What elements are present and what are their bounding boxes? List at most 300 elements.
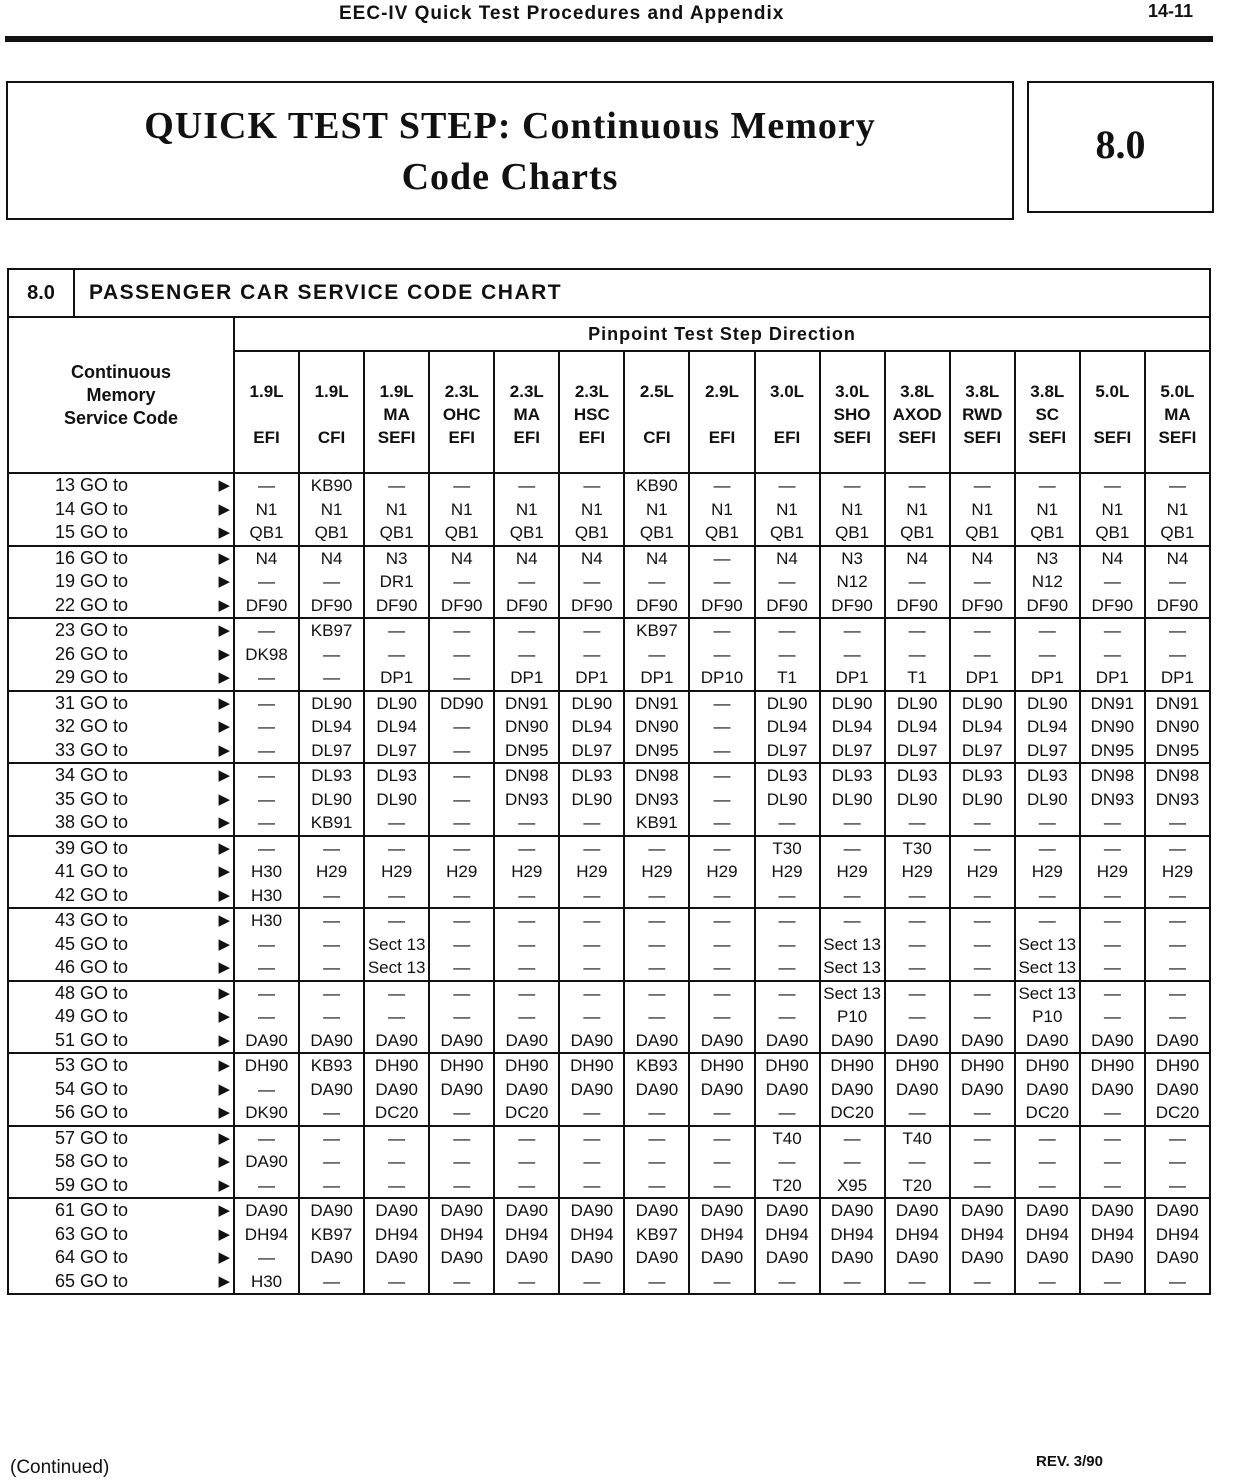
- pinpoint-step: DA90: [765, 1030, 809, 1050]
- pinpoint-cell: [234, 1053, 299, 1126]
- pinpoint-step: DN95: [1090, 740, 1135, 760]
- service-code: [13, 619, 233, 643]
- pinpoint-cell: [624, 1053, 689, 1126]
- pinpoint-step: —: [843, 1271, 861, 1291]
- engine-label: SEFI: [898, 427, 937, 447]
- pinpoint-step: KB93: [310, 1056, 353, 1075]
- pinpoint-step: —: [323, 911, 341, 930]
- pinpoint-cell: [1080, 1053, 1145, 1126]
- pinpoint-step: DA90: [310, 1201, 353, 1220]
- pinpoint-step: —: [258, 934, 276, 954]
- pinpoint-step: DL93: [571, 766, 613, 785]
- code-group-row: [8, 1126, 1210, 1199]
- pinpoint-step: —: [648, 911, 666, 930]
- pinpoint-step: —: [778, 1007, 796, 1026]
- pinpoint-cell: [689, 1126, 754, 1199]
- pinpoint-cell: [885, 1198, 950, 1294]
- pinpoint-step: DL94: [766, 717, 808, 736]
- pinpoint-step: QB1: [900, 523, 935, 542]
- pinpoint-step: —: [778, 1271, 796, 1291]
- pinpoint-cell: [820, 1126, 885, 1199]
- code-group-row: [8, 618, 1210, 691]
- engine-label: HSC: [573, 404, 610, 424]
- pinpoint-step: —: [973, 958, 991, 977]
- pinpoint-step: DA90: [635, 1201, 679, 1220]
- pinpoint-cell: [559, 618, 624, 691]
- pinpoint-step: DA90: [440, 1030, 483, 1050]
- pinpoint-step: DP1: [1095, 668, 1129, 687]
- pinpoint-step: —: [323, 934, 341, 954]
- pinpoint-step: N1: [711, 499, 733, 519]
- pinpoint-cell: [1145, 908, 1210, 981]
- pinpoint-step: DA90: [245, 1030, 288, 1050]
- pinpoint-cell: [559, 691, 624, 764]
- pinpoint-cell: [1080, 908, 1145, 981]
- pinpoint-step: —: [648, 838, 666, 858]
- pinpoint-step: DA90: [505, 1079, 549, 1099]
- arrow-icon: ▶: [218, 1202, 230, 1219]
- pinpoint-cell: [820, 763, 885, 836]
- pinpoint-cell: [885, 691, 950, 764]
- pinpoint-step: DH90: [244, 1056, 289, 1075]
- pinpoint-step: —: [258, 983, 276, 1003]
- pinpoint-step: —: [1038, 885, 1056, 905]
- service-code: [13, 1246, 233, 1270]
- pinpoint-cell: [429, 1198, 494, 1294]
- engine-header: [1015, 351, 1080, 473]
- pinpoint-step: —: [713, 838, 731, 858]
- pinpoint-step: DH90: [765, 1056, 809, 1075]
- engine-header: [429, 351, 494, 473]
- pinpoint-step: —: [583, 838, 601, 858]
- pinpoint-step: —: [518, 1271, 536, 1291]
- pinpoint-step: —: [1168, 476, 1186, 495]
- pinpoint-step: —: [323, 958, 341, 977]
- pinpoint-cell: [1080, 1126, 1145, 1199]
- pinpoint-step: KB93: [636, 1056, 678, 1075]
- pinpoint-cell: [429, 836, 494, 909]
- pinpoint-step: —: [453, 838, 471, 858]
- pinpoint-step: DA90: [895, 1201, 939, 1220]
- pinpoint-step: —: [388, 621, 406, 640]
- pinpoint-step: DF90: [701, 595, 743, 615]
- pinpoint-step: —: [908, 572, 926, 591]
- pinpoint-step: N1: [255, 499, 278, 519]
- pinpoint-step: —: [778, 958, 796, 977]
- pinpoint-step: DF90: [245, 595, 288, 615]
- pinpoint-step: DF90: [766, 595, 808, 615]
- pinpoint-step: QB1: [574, 523, 609, 542]
- pinpoint-step: KB97: [636, 1224, 678, 1244]
- pinpoint-step: QB1: [444, 523, 479, 542]
- pinpoint-step: DL94: [571, 717, 613, 736]
- pinpoint-step: —: [908, 934, 926, 954]
- pinpoint-step: —: [1103, 621, 1121, 640]
- pinpoint-step: —: [323, 1103, 341, 1122]
- pinpoint-cell: [950, 546, 1015, 619]
- pinpoint-cell: [689, 691, 754, 764]
- pinpoint-step: —: [583, 1103, 601, 1122]
- engine-label: SEFI: [963, 427, 1002, 447]
- pinpoint-step: —: [843, 1128, 861, 1148]
- pinpoint-cell: [624, 1126, 689, 1199]
- pinpoint-step: KB90: [310, 476, 353, 495]
- service-code: [13, 1223, 233, 1247]
- pinpoint-step: —: [648, 1128, 666, 1148]
- pinpoint-step: H29: [771, 862, 803, 881]
- pinpoint-step: QB1: [1030, 523, 1065, 542]
- pinpoint-step: —: [453, 1103, 471, 1122]
- pinpoint-step: —: [583, 1175, 601, 1195]
- pinpoint-cell: [624, 908, 689, 981]
- pinpoint-cell: [624, 836, 689, 909]
- pinpoint-step: —: [323, 668, 341, 687]
- pinpoint-step: T20: [772, 1175, 802, 1195]
- code-group-row: [8, 836, 1210, 909]
- engine-label: SEFI: [377, 427, 416, 447]
- pinpoint-step: DF90: [505, 595, 548, 615]
- pinpoint-step: —: [323, 838, 341, 858]
- pinpoint-step: —: [843, 911, 861, 930]
- pinpoint-step: DA90: [1156, 1248, 1199, 1267]
- engine-label: SC: [1035, 404, 1060, 424]
- pinpoint-step: DL90: [831, 693, 873, 713]
- code-group-row: [8, 908, 1210, 981]
- pinpoint-cell: [820, 908, 885, 981]
- service-code-text: 48 GO to: [55, 982, 129, 1003]
- engine-label: MA: [1164, 404, 1191, 424]
- pinpoint-step: —: [518, 983, 536, 1003]
- pinpoint-step: —: [388, 1175, 406, 1195]
- pinpoint-step: —: [518, 1152, 536, 1171]
- arrow-icon: ▶: [218, 1176, 230, 1194]
- service-code-text: 13 GO to: [55, 475, 129, 495]
- pinpoint-step: —: [648, 1103, 666, 1122]
- pinpoint-cell: [820, 1053, 885, 1126]
- revision-note: REV. 3/90: [1036, 1453, 1103, 1470]
- engine-label: [625, 403, 688, 426]
- pinpoint-step: DK90: [245, 1103, 288, 1122]
- pinpoint-step: —: [908, 1103, 926, 1122]
- pinpoint-step: DL90: [766, 789, 808, 809]
- pinpoint-cell: [1145, 763, 1210, 836]
- pinpoint-step: —: [258, 813, 276, 832]
- pinpoint-step: DL97: [831, 740, 873, 760]
- pinpoint-step: DL90: [571, 693, 613, 713]
- pinpoint-cell: [755, 546, 820, 619]
- code-group-row: [8, 546, 1210, 619]
- pinpoint-step: DH94: [765, 1224, 809, 1244]
- pinpoint-step: DA90: [700, 1079, 744, 1099]
- pinpoint-step: —: [1168, 621, 1186, 640]
- engine-label: SEFI: [1093, 427, 1132, 447]
- pinpoint-step: DA90: [765, 1248, 809, 1267]
- engine-label: [756, 403, 819, 426]
- pinpoint-step: DN91: [1090, 693, 1135, 713]
- pinpoint-step: —: [1038, 838, 1056, 858]
- pinpoint-step: DA90: [1091, 1079, 1134, 1099]
- engine-label: EFI: [253, 427, 280, 447]
- engine-header: [755, 351, 820, 473]
- engine-label: 3.8L: [900, 381, 935, 401]
- pinpoint-step: DK98: [245, 644, 288, 664]
- pinpoint-step: DH94: [960, 1224, 1004, 1244]
- pinpoint-step: DA90: [440, 1079, 483, 1099]
- arrow-icon: ▶: [218, 694, 230, 712]
- pinpoint-step: —: [518, 644, 536, 664]
- pinpoint-step: H29: [1031, 862, 1063, 881]
- pinpoint-step: DF90: [961, 595, 1003, 615]
- pinpoint-step: —: [583, 644, 601, 664]
- service-code-text: 41 GO to: [55, 861, 129, 881]
- pinpoint-cell: [1145, 546, 1210, 619]
- pinpoint-step: DA90: [245, 1152, 288, 1171]
- pinpoint-step: DL94: [376, 717, 417, 736]
- pinpoint-step: DC20: [1155, 1103, 1200, 1122]
- pinpoint-step: —: [583, 958, 601, 977]
- pinpoint-step: —: [1038, 1152, 1056, 1171]
- service-code-text: 19 GO to: [55, 571, 129, 591]
- pinpoint-step: —: [778, 911, 796, 930]
- pinpoint-step: —: [258, 1079, 276, 1099]
- pinpoint-step: N1: [385, 499, 408, 519]
- pinpoint-step: DH94: [374, 1224, 419, 1244]
- pinpoint-step: —: [258, 1248, 276, 1267]
- pinpoint-step: DL90: [376, 789, 417, 809]
- pinpoint-step: —: [1168, 644, 1186, 664]
- pinpoint-step: DD90: [439, 693, 484, 713]
- pinpoint-cell: [885, 908, 950, 981]
- page-title: [8, 101, 1012, 203]
- arrow-icon: ▶: [218, 1104, 230, 1121]
- pinpoint-step: —: [453, 621, 471, 640]
- pinpoint-cell: [1080, 691, 1145, 764]
- pinpoint-step: —: [323, 1007, 341, 1026]
- pinpoint-step: N4: [1166, 548, 1189, 568]
- pinpoint-step: —: [388, 1152, 406, 1171]
- pinpoint-step: H30: [250, 911, 283, 930]
- pinpoint-step: —: [778, 1103, 796, 1122]
- engine-label: RWD: [962, 404, 1003, 424]
- service-code: [13, 933, 233, 957]
- pinpoint-step: DN93: [1090, 789, 1135, 809]
- pinpoint-step: —: [1103, 572, 1121, 591]
- pinpoint-cell: [689, 473, 754, 546]
- pinpoint-step: DH90: [1025, 1056, 1070, 1075]
- service-code: [13, 837, 233, 861]
- pinpoint-step: DL97: [896, 740, 938, 760]
- pinpoint-cell: [364, 1198, 429, 1294]
- pinpoint-cell: [624, 763, 689, 836]
- pinpoint-step: N1: [580, 499, 603, 519]
- pinpoint-step: —: [453, 1175, 471, 1195]
- pinpoint-step: —: [388, 983, 406, 1003]
- arrow-icon: ▶: [218, 814, 230, 831]
- engine-label: SEFI: [833, 427, 871, 447]
- pinpoint-step: —: [713, 934, 731, 954]
- pinpoint-step: DA90: [960, 1201, 1004, 1220]
- pinpoint-step: —: [908, 1007, 926, 1026]
- pinpoint-step: —: [648, 1152, 666, 1171]
- pinpoint-step: N4: [515, 548, 538, 568]
- pinpoint-cell: [494, 763, 559, 836]
- pinpoint-step: DA90: [245, 1201, 288, 1220]
- pinpoint-step: DA90: [310, 1079, 353, 1099]
- pinpoint-step: DL90: [766, 693, 808, 713]
- pinpoint-step: —: [973, 813, 991, 832]
- pinpoint-step: T40: [902, 1128, 932, 1148]
- pinpoint-step: T1: [777, 668, 797, 687]
- pinpoint-step: N4: [450, 548, 473, 568]
- pinpoint-step: —: [713, 717, 731, 736]
- service-code: [13, 1078, 233, 1102]
- pinpoint-step: N4: [776, 548, 798, 568]
- pinpoint-step: DA90: [1026, 1201, 1069, 1220]
- pinpoint-step: —: [713, 1103, 731, 1122]
- engine-header: [299, 351, 364, 473]
- pinpoint-step: —: [648, 983, 666, 1003]
- pinpoint-step: DA90: [440, 1248, 483, 1267]
- pinpoint-step: DA90: [375, 1079, 418, 1099]
- service-code: [13, 666, 233, 690]
- pinpoint-cell: [755, 981, 820, 1054]
- pinpoint-cell: [299, 1053, 364, 1126]
- pinpoint-step: DL90: [311, 693, 352, 713]
- pinpoint-cell: [885, 473, 950, 546]
- engine-header: [950, 351, 1015, 473]
- continued-note: (Continued): [10, 1457, 110, 1478]
- pinpoint-step: DA90: [830, 1079, 874, 1099]
- pinpoint-step: DP1: [640, 668, 674, 687]
- chart-title: PASSENGER CAR SERVICE CODE CHART: [74, 269, 1210, 317]
- arrow-icon: ▶: [218, 718, 230, 735]
- pinpoint-step: DL97: [376, 740, 417, 760]
- pinpoint-step: —: [1103, 911, 1121, 930]
- pinpoint-step: —: [778, 621, 796, 640]
- service-code: [13, 474, 233, 498]
- pinpoint-step: N12: [1031, 572, 1063, 591]
- pinpoint-step: DA90: [1156, 1079, 1199, 1099]
- pinpoint-step: DH90: [895, 1056, 939, 1075]
- pinpoint-step: —: [453, 813, 471, 832]
- pinpoint-step: —: [258, 668, 276, 687]
- service-code-text: 42 GO to: [55, 884, 129, 905]
- pinpoint-step: DC20: [830, 1103, 874, 1122]
- pinpoint-cell: [885, 1126, 950, 1199]
- pinpoint-step: —: [583, 1271, 601, 1291]
- pinpoint-step: —: [518, 1007, 536, 1026]
- engine-label: [235, 403, 298, 426]
- pinpoint-cell: [950, 691, 1015, 764]
- pinpoint-step: DA90: [440, 1201, 483, 1220]
- pinpoint-cell: [755, 1053, 820, 1126]
- service-code-text: 38 GO to: [55, 812, 129, 832]
- arrow-icon: ▶: [218, 1080, 230, 1098]
- pinpoint-step: —: [973, 476, 991, 495]
- pinpoint-step: DL93: [376, 766, 417, 785]
- service-code-cell: [8, 908, 234, 981]
- pinpoint-step: —: [973, 934, 991, 954]
- code-group-row: [8, 763, 1210, 836]
- pinpoint-step: —: [713, 766, 731, 785]
- engine-label: OHC: [442, 404, 481, 424]
- pinpoint-step: —: [1038, 911, 1056, 930]
- service-code-text: 58 GO to: [55, 1151, 129, 1171]
- pinpoint-step: KB90: [636, 476, 678, 495]
- pinpoint-step: —: [258, 717, 276, 736]
- arrow-icon: ▶: [218, 984, 230, 1002]
- pinpoint-step: —: [778, 476, 796, 495]
- service-code: [13, 715, 233, 739]
- pinpoint-step: H29: [706, 862, 738, 881]
- arrow-icon: ▶: [218, 863, 230, 880]
- pinpoint-cell: [494, 546, 559, 619]
- pinpoint-cell: [1015, 1126, 1080, 1199]
- pinpoint-step: DL90: [831, 789, 873, 809]
- pinpoint-cell: [755, 836, 820, 909]
- pinpoint-step: —: [908, 885, 926, 905]
- pinpoint-step: —: [908, 813, 926, 832]
- pinpoint-step: —: [258, 1128, 276, 1148]
- pinpoint-step: N1: [776, 499, 798, 519]
- pinpoint-step: DA90: [375, 1030, 418, 1050]
- pinpoint-step: —: [388, 813, 406, 832]
- pinpoint-step: Sect 13: [1018, 958, 1077, 977]
- pinpoint-step: —: [713, 1152, 731, 1171]
- pinpoint-step: QB1: [965, 523, 1000, 542]
- pinpoint-step: —: [713, 621, 731, 640]
- pinpoint-step: DL90: [1026, 693, 1068, 713]
- engine-label: 5.0L: [1095, 381, 1130, 401]
- pinpoint-step: N4: [255, 548, 278, 568]
- code-header-line: Memory: [86, 384, 156, 405]
- pinpoint-step: —: [453, 934, 471, 954]
- service-code: [13, 643, 233, 667]
- engine-label: CFI: [643, 427, 671, 447]
- pinpoint-step: —: [323, 1128, 341, 1148]
- pinpoint-step: N3: [385, 548, 408, 568]
- pinpoint-step: —: [973, 1175, 991, 1195]
- pinpoint-cell: [234, 1126, 299, 1199]
- pinpoint-step: —: [778, 1152, 796, 1171]
- pinpoint-step: —: [1168, 1007, 1186, 1026]
- pinpoint-cell: [494, 473, 559, 546]
- arrow-icon: ▶: [218, 477, 230, 494]
- pinpoint-step: DP1: [380, 668, 414, 687]
- pinpoint-step: N1: [515, 499, 538, 519]
- pinpoint-step: —: [713, 476, 731, 495]
- pinpoint-cell: [364, 618, 429, 691]
- pinpoint-step: —: [1103, 476, 1121, 495]
- service-code: [13, 594, 233, 618]
- arrow-icon: ▶: [218, 1031, 230, 1049]
- arrow-icon: ▶: [218, 1272, 230, 1290]
- service-code: [13, 884, 233, 908]
- pinpoint-step: —: [973, 1103, 991, 1122]
- pinpoint-step: DL93: [311, 766, 352, 785]
- pinpoint-cell: [624, 618, 689, 691]
- pinpoint-step: N1: [971, 499, 994, 519]
- engine-label: 3.8L: [965, 381, 1000, 401]
- arrow-icon: ▶: [218, 549, 230, 567]
- pinpoint-step: N4: [580, 548, 603, 568]
- pinpoint-step: —: [1168, 934, 1186, 954]
- pinpoint-step: —: [583, 1128, 601, 1148]
- pinpoint-step: —: [778, 572, 796, 591]
- pinpoint-step: DN90: [505, 717, 549, 736]
- pinpoint-cell: [1080, 546, 1145, 619]
- pinpoint-step: —: [258, 693, 276, 713]
